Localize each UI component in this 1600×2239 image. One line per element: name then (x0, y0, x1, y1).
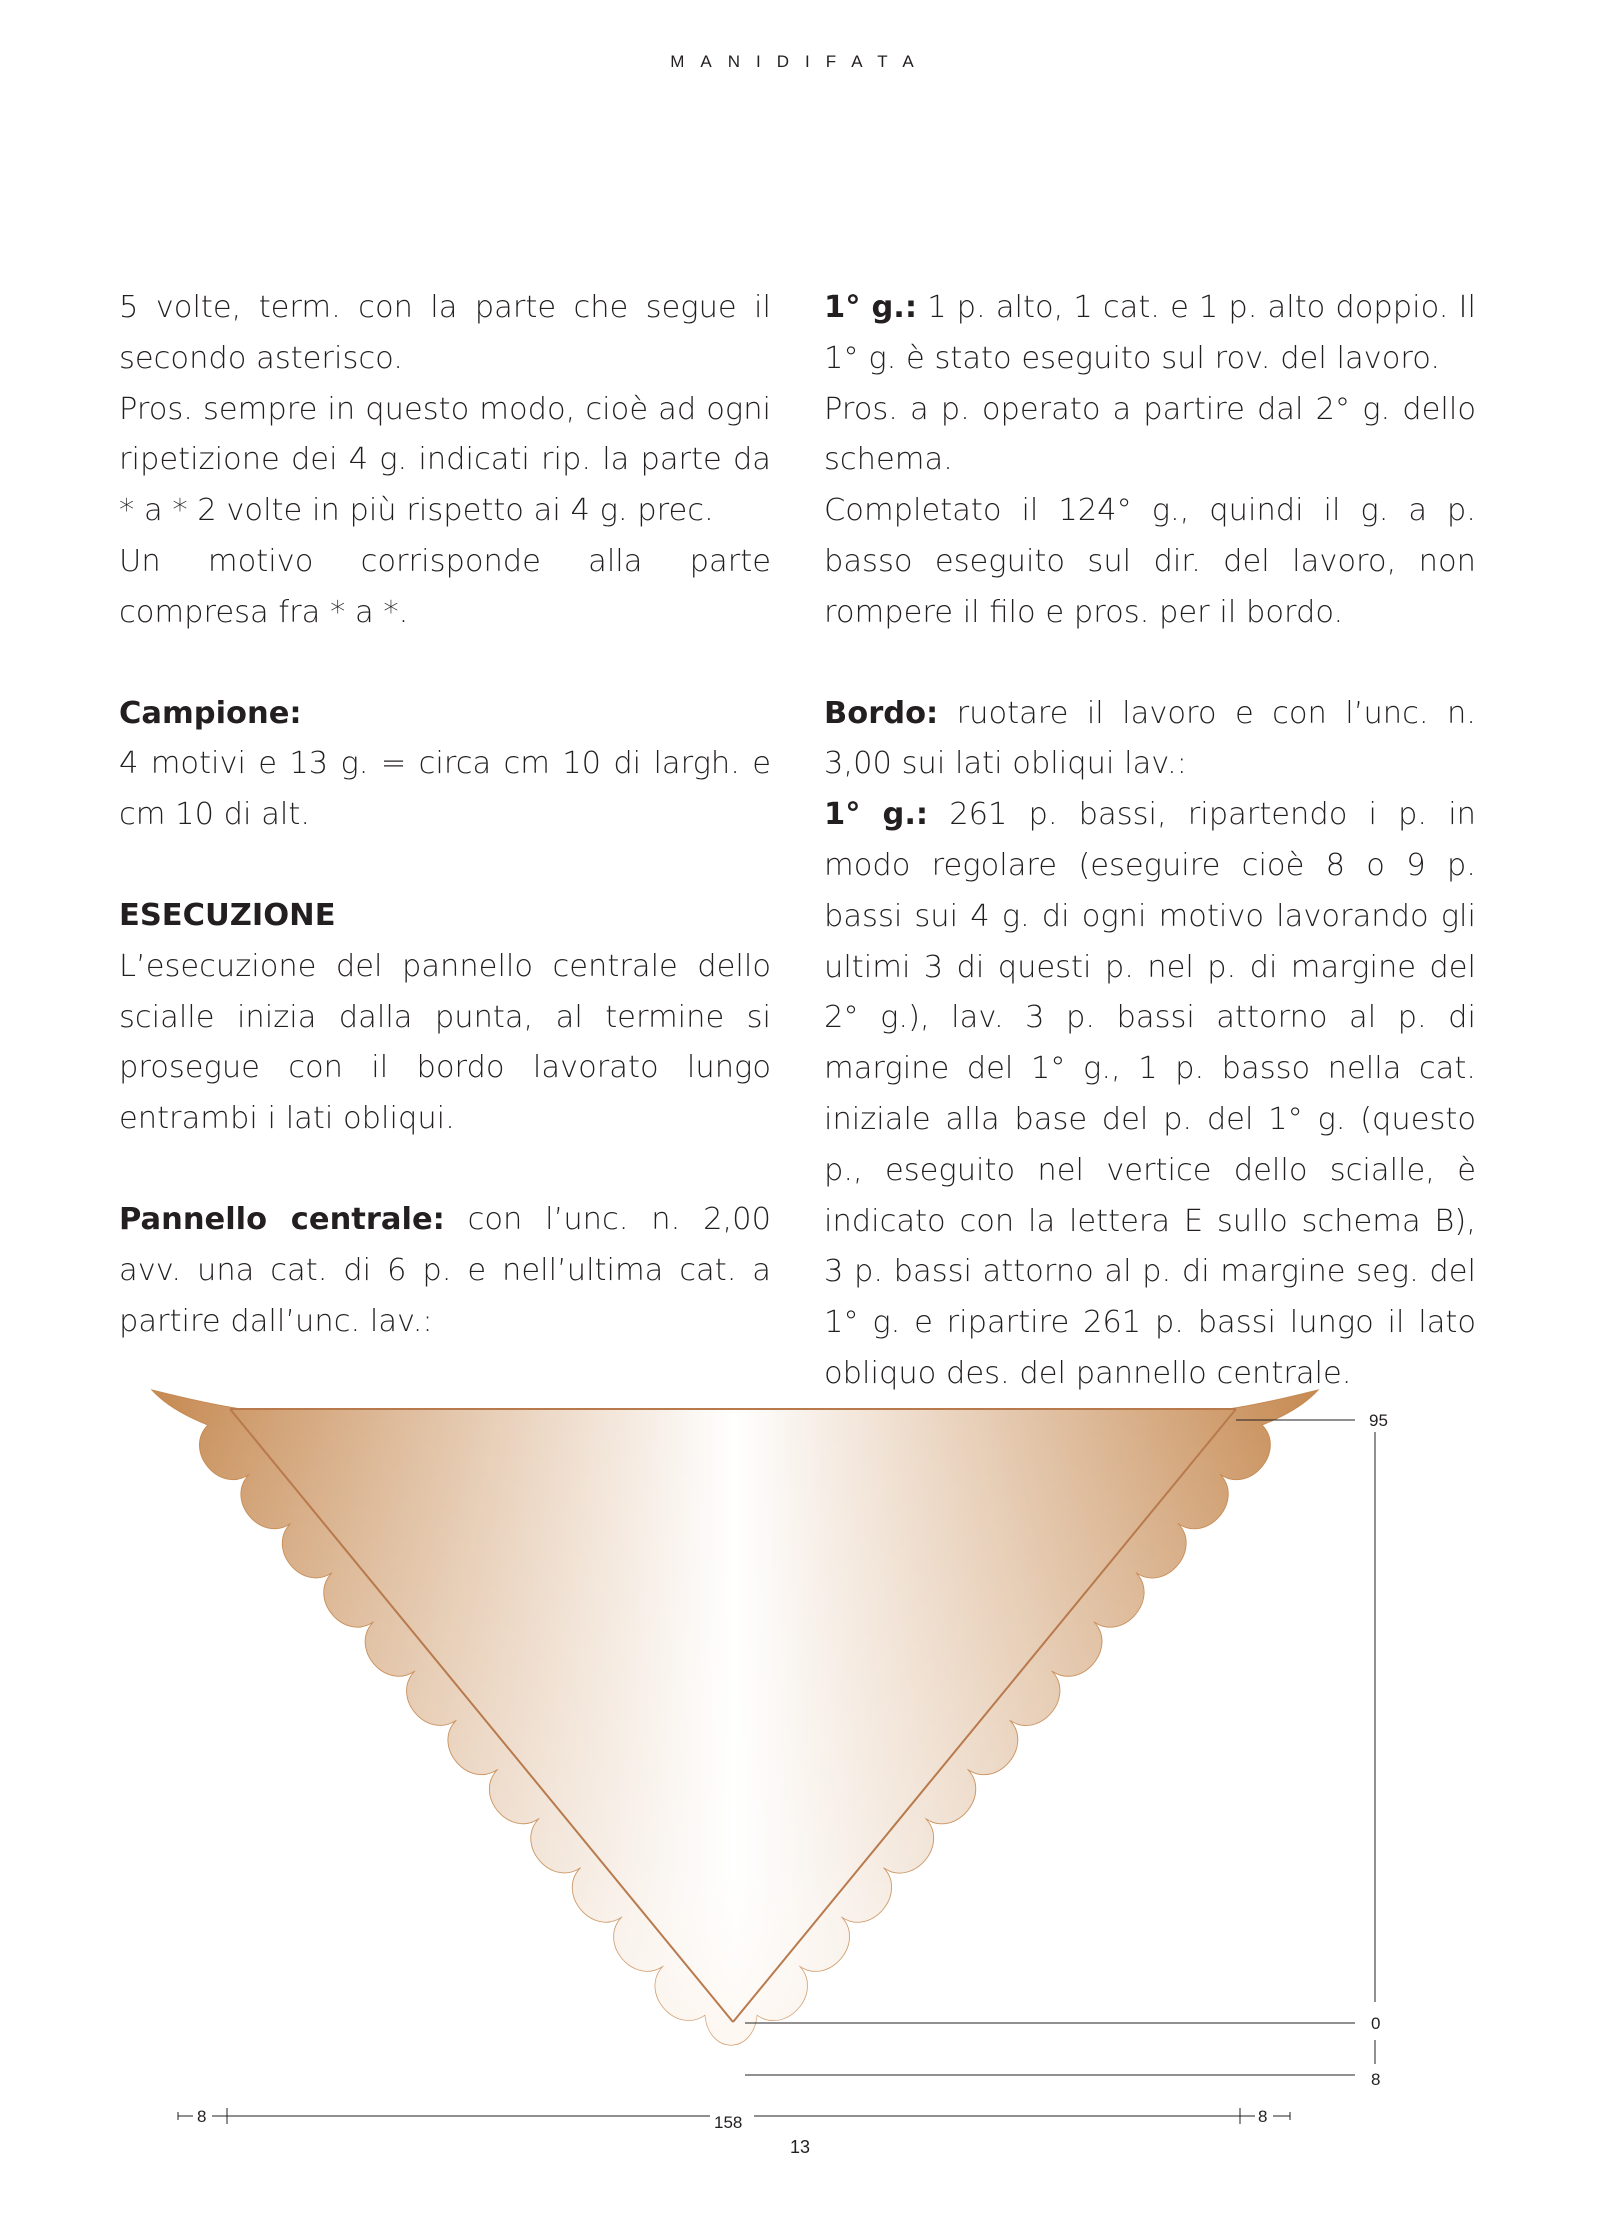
bordo-label: Bordo: (824, 695, 939, 731)
page-number: 13 (789, 2137, 811, 2157)
paragraph-proceed: Pros. a p. operato a partire dal 2° g. dello schema. (824, 391, 1476, 478)
dim-label-158: 158 (714, 2113, 743, 2132)
paragraph-continuation: 5 volte, term. con la parte che segue il secondo asterisco. (119, 290, 771, 376)
dim-label-8-right: 8 (1258, 2107, 1268, 2126)
paragraph-motif: Un motivo corrisponde alla parte compresa fra * a *. (119, 543, 771, 630)
dim-label-8-left: 8 (197, 2107, 207, 2126)
pannello-label: Pannello centrale: (119, 1201, 445, 1237)
right-column (824, 283, 1476, 1400)
row1-text: 1 p. alto, 1 cat. e 1 p. alto doppio. Il 1° g. è stato eseguito sul rov. del lavoro. (824, 290, 1476, 376)
dim-label-0: 0 (1371, 2014, 1381, 2033)
shawl-diagram (0, 1380, 1600, 2132)
dim-label-8-depth: 8 (1371, 2070, 1381, 2089)
esecuzione-text: L’esecuzione del pannello centrale dello scialle inizia dalla punta, al termine si prosegue con il bordo lavorato lungo entrambi i lati obliqui. (119, 948, 771, 1137)
pannello-paragraph (119, 1195, 771, 1347)
border-row1-paragraph (824, 790, 1476, 1400)
esecuzione-heading: ESECUZIONE (119, 897, 336, 933)
campione-text: 4 motivi e 13 g. = circa cm 10 di largh. e cm 10 di alt. (119, 746, 771, 833)
dim-label-95: 95 (1369, 1411, 1388, 1430)
border-row1-label: 1° g.: (824, 797, 929, 833)
bordo-paragraph (824, 689, 1476, 791)
left-column (119, 283, 771, 1347)
paragraph-repeat: Pros. sempre in questo modo, cioè ad ogni ripetizione dei 4 g. indicati rip. la parte da * a * 2 volte in più rispetto ai 4 g. prec. (119, 391, 771, 529)
brand-header: MANIDIFATA (670, 52, 930, 71)
bordo-text: ruotare il lavoro e con l’unc. n. 3,00 sui lati obliqui lav.: (824, 695, 1476, 782)
campione-heading: Campione: (119, 695, 302, 731)
row1-paragraph (824, 283, 1476, 385)
border-row1-text: 261 p. bassi, ripartendo i p. in modo regolare (eseguire cioè 8 o 9 p. bassi sui 4 g. di ogni motivo lavorando gli ultimi 3 di questi p. nel p. di margine del 2° g.), lav. 3 p. bassi attorno al p. di margine del 1° g., 1 p. basso nella cat. iniziale alla base del p. del 1° g. (questo p., eseguito nel vertice dello scialle, è indicato con la lettera E sullo schema B), 3 p. bassi attorno al p. di margine seg. del 1° g. e ripartire 261 p. bassi lungo il lato obliquo des. del pannello centrale. (824, 797, 1476, 1391)
row1-label: 1° g.: (824, 290, 918, 325)
paragraph-completed: Completato il 124° g., quindi il g. a p. basso eseguito sul dir. del lavoro, non rompere il filo e pros. per il bordo. (824, 493, 1476, 630)
shawl-shading (152, 1390, 1318, 2045)
pannello-text: con l’unc. n. 2,00 avv. una cat. di 6 p. e nell’ultima cat. a partire dall’unc. lav.: (119, 1201, 771, 1339)
